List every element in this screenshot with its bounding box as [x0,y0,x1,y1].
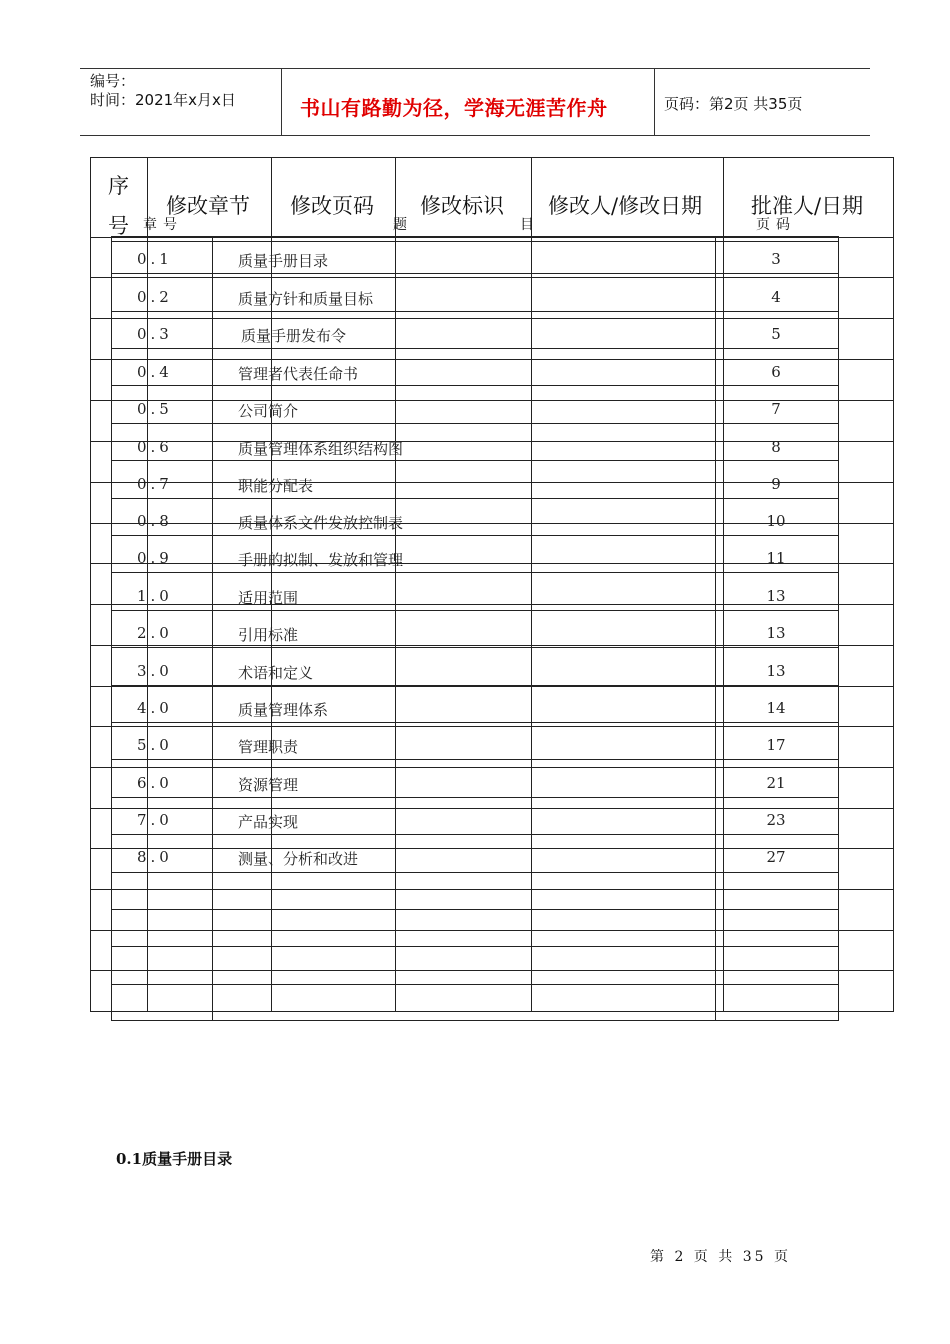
rev-header-page: 修改页码 [290,194,374,218]
header-top-rule [80,68,870,69]
toc-row-8-no: 0.8 [137,512,173,530]
toc-row-12-no: 3.0 [137,662,173,680]
toc-row-11-title: 引用标准 [238,626,299,644]
toc-row-17-page: 27 [766,848,786,866]
header-bottom-rule [80,135,870,136]
toc-row-7-title: 职能分配表 [238,477,314,495]
toc-row-1-page: 3 [771,250,781,268]
toc-row-6-title: 质量管理体系组织结构图 [238,440,404,458]
toc-row-8-page: 10 [766,512,786,530]
toc-row-2-title: 质量方针和质量目标 [238,290,374,308]
header-divider-right [654,68,655,136]
toc-row-13-no: 4.0 [137,699,173,717]
toc-row-5-page: 7 [771,400,781,418]
toc-row-2-no: 0.2 [137,288,173,306]
toc-row-9-page: 11 [766,549,786,567]
toc-row-10-page: 13 [766,587,786,605]
toc-row-2-page: 4 [771,288,781,306]
rev-header-person-date: 修改人/修改日期 [548,194,703,218]
toc-row-16-title: 产品实现 [238,813,299,831]
toc-row-15-title: 资源管理 [238,776,299,794]
toc-row-5-no: 0.5 [137,400,173,418]
page-footer: 第 2 页 共 35 页 [650,1249,791,1265]
toc-header-title-2: 目 [520,217,540,233]
toc-row-10-no: 1.0 [137,587,173,605]
toc-header-page: 页码 [756,217,796,233]
toc-row-7-page: 9 [771,475,781,493]
toc-row-8-title: 质量体系文件发放控制表 [238,514,404,532]
toc-row-4-page: 6 [771,363,781,381]
toc-row-4-no: 0.4 [137,363,173,381]
toc-row-1-no: 0.1 [137,250,173,268]
toc-row-17-title: 测量、分析和改进 [238,850,359,868]
toc-row-15-page: 21 [766,774,786,792]
toc-row-5-title: 公司简介 [238,402,299,420]
toc-row-11-page: 13 [766,624,786,642]
section-heading: 0.1质量手册目录 [116,1150,233,1168]
toc-row-3-no: 0.3 [137,325,173,343]
toc-row-14-title: 管理职责 [238,738,299,756]
toc-row-15-no: 6.0 [137,774,173,792]
toc-row-12-title: 术语和定义 [238,664,314,682]
toc-row-3-title: 质量手册发布令 [241,327,347,345]
rev-header-chapter: 修改章节 [166,194,250,218]
rev-header-seq-2: 号 [108,214,129,238]
toc-row-12-page: 13 [766,662,786,680]
header-divider-left [281,68,282,136]
toc-row-17-no: 8.0 [137,848,173,866]
toc-row-7-no: 0.7 [137,475,173,493]
toc-row-6-no: 0.6 [137,438,173,456]
header-motto: 书山有路勤为径，学海无涯苦作舟 [300,96,608,120]
toc-row-14-no: 5.0 [137,736,173,754]
toc-row-3-page: 5 [771,325,781,343]
rev-header-seq: 序 [108,174,129,198]
toc-header-title-1: 题 [393,217,413,233]
toc-header-chapter: 章号 [143,217,183,233]
toc-row-4-title: 管理者代表任命书 [238,365,359,383]
header-page-info: 页码：第2页 共35页 [664,95,803,113]
rev-header-approver-date: 批准人/日期 [751,194,864,218]
toc-row-13-title: 质量管理体系 [238,701,329,719]
toc-row-16-no: 7.0 [137,811,173,829]
toc-row-9-title: 手册的拟制、发放和管理 [238,551,404,569]
toc-row-13-page: 14 [766,699,786,717]
toc-row-11-no: 2.0 [137,624,173,642]
toc-row-14-page: 17 [766,736,786,754]
document-code-label: 编号： [90,72,136,90]
rev-header-mark: 修改标识 [420,194,504,218]
toc-row-9-no: 0.9 [137,549,173,567]
toc-row-6-page: 8 [771,438,781,456]
toc-row-1-title: 质量手册目录 [238,252,329,270]
document-time-label: 时间：2021年x月x日 [90,91,236,109]
toc-row-16-page: 23 [766,811,786,829]
toc-row-10-title: 适用范围 [238,589,299,607]
